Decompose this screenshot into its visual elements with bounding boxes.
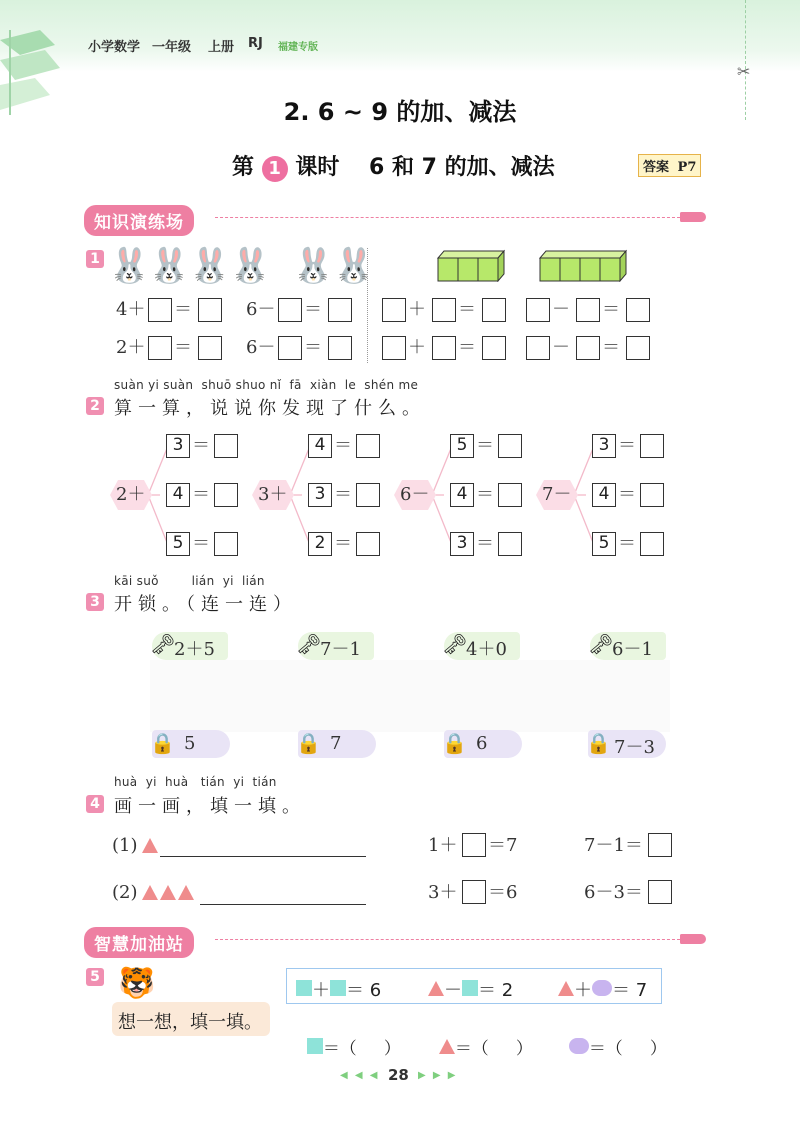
square-icon xyxy=(307,1038,323,1054)
q1-r2-box10[interactable] xyxy=(626,336,650,360)
q2-g1-num1: 3 xyxy=(166,434,190,458)
footer-left-arrows: ◀ ◀ ◀ xyxy=(340,1070,380,1081)
q1-r2-box1[interactable] xyxy=(148,336,172,360)
key-4-label: 6－1 xyxy=(612,639,653,660)
q1-r1-box9[interactable] xyxy=(576,298,600,322)
q1-r2-box4[interactable] xyxy=(328,336,352,360)
q1-r1-box10[interactable] xyxy=(626,298,650,322)
q4-r2-draw-line[interactable] xyxy=(200,904,366,905)
q4-r1-eqb-pre: 7－1＝ xyxy=(584,835,643,856)
q2-g3-ans2[interactable] xyxy=(498,483,522,507)
q4-r1-box-b[interactable] xyxy=(648,833,672,857)
q2-text: 算一算，说说你发现了什么。 xyxy=(114,398,426,419)
triangle-icon xyxy=(160,885,176,900)
q1-r2-op4: ＝ xyxy=(602,337,620,358)
q2-g3-ans1[interactable] xyxy=(498,434,522,458)
lock-1-label: 5 xyxy=(184,733,196,754)
bunny-icon: 🐰 xyxy=(108,246,149,286)
q2-g4-ans2[interactable] xyxy=(640,483,664,507)
square-icon xyxy=(462,980,478,996)
q3-pinyin: kāi suǒ lián yi lián xyxy=(114,574,265,588)
q4-r2-label: (2) xyxy=(112,882,138,903)
q1-r1-eq1: ＝ xyxy=(174,299,192,320)
q5-plus: ＋ xyxy=(312,980,330,1001)
q2-g1-ans2[interactable] xyxy=(214,483,238,507)
q2-g3-eq2: ＝ xyxy=(476,484,494,505)
lock-icon: 🔒 xyxy=(442,731,467,755)
q2-g1-ans3[interactable] xyxy=(214,532,238,556)
q1-r2-box6[interactable] xyxy=(432,336,456,360)
square-icon xyxy=(330,980,346,996)
q5-ans-heart-text: ＝（ ） xyxy=(588,1039,667,1059)
q4-r2-eqa-post: ＝6 xyxy=(488,882,518,903)
q2-g3-eq1: ＝ xyxy=(476,435,494,456)
q2-g1-num3: 5 xyxy=(166,532,190,556)
q2-g1-head: 2＋ xyxy=(116,484,146,505)
q2-g4-eq2: ＝ xyxy=(618,484,636,505)
q1-cubes-b xyxy=(538,248,630,282)
q2-g3-eq3: ＝ xyxy=(476,533,494,554)
q2-g2-ans2[interactable] xyxy=(356,483,380,507)
q1-r2-op3: － xyxy=(552,337,570,358)
pencil-icon xyxy=(680,934,706,944)
q2-g3-num1: 5 xyxy=(450,434,474,458)
header-subject: 小学数学 xyxy=(88,40,141,55)
bunny-icon: 🐰 xyxy=(292,246,333,286)
answer-page: P7 xyxy=(677,160,697,175)
header-edition: RJ xyxy=(248,36,263,51)
q4-r1-eqa-pre: 1＋ xyxy=(428,835,458,856)
answer-badge[interactable] xyxy=(638,154,701,177)
triangle-icon xyxy=(178,885,194,900)
q1-r1-box3[interactable] xyxy=(278,298,302,322)
q2-g1-num2: 4 xyxy=(166,483,190,507)
q1-r1-box4[interactable] xyxy=(328,298,352,322)
scissors-icon: ✂ xyxy=(737,62,751,81)
q2-g4-ans3[interactable] xyxy=(640,532,664,556)
banner-practice: 知识演练场 xyxy=(84,205,194,236)
q1-r1-box6[interactable] xyxy=(432,298,456,322)
bunny-icon: 🐰 xyxy=(229,246,270,286)
q4-r1-triangles xyxy=(142,838,158,857)
q1-r2-box5[interactable] xyxy=(382,336,406,360)
q2-g2-ans1[interactable] xyxy=(356,434,380,458)
key-2-label: 7－1 xyxy=(320,639,361,660)
q3-text: 开锁。（连一连） xyxy=(114,594,297,615)
q5-eq2 xyxy=(428,976,513,1002)
lock-icon: 🔒 xyxy=(150,731,175,755)
q5-minus: － xyxy=(444,980,462,1001)
header-region: 福建专版 xyxy=(278,42,318,53)
q5-eq2-rhs: ＝ 2 xyxy=(478,980,514,1001)
q1-r1-box8[interactable] xyxy=(526,298,550,322)
q4-r1-label: (1) xyxy=(112,835,138,856)
q4-r1-eqa-post: ＝7 xyxy=(488,835,518,856)
q1-r1-eq2: ＝ xyxy=(304,299,322,320)
q4-r2-box-b[interactable] xyxy=(648,880,672,904)
q2-g4-eq1: ＝ xyxy=(618,435,636,456)
q2-g2-num1: 4 xyxy=(308,434,332,458)
q2-g3-head: 6－ xyxy=(400,484,430,505)
q1-r2-eq2: ＝ xyxy=(304,337,322,358)
header-volume: 上册 xyxy=(208,40,235,55)
banner-challenge-dashes xyxy=(215,939,680,940)
q2-g3-ans3[interactable] xyxy=(498,532,522,556)
lesson-name: 6 和 7 的加、减法 xyxy=(369,155,555,180)
q1-r1-op1: ＋ xyxy=(408,299,426,320)
key-icon: 🗝 xyxy=(150,632,176,656)
q1-r2-eq1: ＝ xyxy=(174,337,192,358)
triangle-icon xyxy=(142,885,158,900)
q5-bubble-text: 想一想，填一填。 xyxy=(118,1012,262,1033)
q1-r1-a: 4＋ xyxy=(116,299,146,320)
lesson-suffix: 课时 xyxy=(295,155,340,180)
square-icon xyxy=(296,980,312,996)
q1-r2-box8[interactable] xyxy=(526,336,550,360)
q2-g1-eq1: ＝ xyxy=(192,435,210,456)
q2-g2-eq2: ＝ xyxy=(334,484,352,505)
q1-r2-box2[interactable] xyxy=(198,336,222,360)
q1-r1-box1[interactable] xyxy=(148,298,172,322)
q1-divider xyxy=(367,248,368,363)
q2-g1-ans1[interactable] xyxy=(214,434,238,458)
q4-pinyin: huà yi huà tián yi tián xyxy=(114,775,277,789)
bunny-icon: 🐰 xyxy=(148,246,189,286)
triangle-icon xyxy=(142,838,158,853)
q2-pinyin: suàn yi suàn shuō shuo nǐ fā xiàn le shén me xyxy=(114,378,419,392)
key-icon: 🗝 xyxy=(588,632,614,656)
q2-g4-ans1[interactable] xyxy=(640,434,664,458)
pencil-icon xyxy=(680,212,706,222)
q2-g4-head: 7－ xyxy=(542,484,572,505)
q5-eq1-rhs: ＝ 6 xyxy=(346,980,382,1001)
lock-3-label: 6 xyxy=(476,733,488,754)
q4-r1-draw-line[interactable] xyxy=(160,856,366,857)
q4-r2-triangles xyxy=(142,885,194,904)
q1-r1-op2: ＝ xyxy=(458,299,476,320)
q4-r2-box-a[interactable] xyxy=(462,880,486,904)
q2-g4-num2: 4 xyxy=(592,483,616,507)
page-number: 28 xyxy=(388,1066,409,1084)
section-title: 2. 6 ~ 9 的加、减法 xyxy=(283,98,517,126)
q1-r1-box5[interactable] xyxy=(382,298,406,322)
q5-plus2: ＋ xyxy=(574,980,592,1001)
lesson-title xyxy=(232,150,555,182)
bunny-icon: 🐰 xyxy=(332,246,373,286)
q5-number: 5 xyxy=(86,968,104,986)
banner-challenge: 智慧加油站 xyxy=(84,927,194,958)
q2-g3-num2: 4 xyxy=(450,483,474,507)
q5-ans-triangle[interactable] xyxy=(428,1014,533,1059)
q3-number: 3 xyxy=(86,593,104,611)
q2-g2-num3: 2 xyxy=(308,532,332,556)
answer-label: 答案 xyxy=(643,160,670,175)
q1-bunnies xyxy=(108,246,373,286)
q4-r1-box-a[interactable] xyxy=(462,833,486,857)
lock-icon: 🔒 xyxy=(296,731,321,755)
q2-g3-num3: 3 xyxy=(450,532,474,556)
lesson-prefix: 第 xyxy=(232,155,255,180)
q2-g4-eq3: ＝ xyxy=(618,533,636,554)
q4-text: 画一画，填一填。 xyxy=(114,796,306,817)
q1-cubes-a xyxy=(436,248,506,282)
lock-icon: 🔒 xyxy=(586,731,611,755)
q5-ans-square-text: ＝（ ） xyxy=(322,1039,401,1059)
tiger-icon: 🐯 xyxy=(118,966,156,1001)
q1-r2-op2: ＝ xyxy=(458,337,476,358)
q1-r2-a: 2＋ xyxy=(116,337,146,358)
q1-r1-b: 6－ xyxy=(246,299,276,320)
triangle-icon xyxy=(558,981,574,996)
q5-eq1 xyxy=(296,976,381,1002)
key-icon: 🗝 xyxy=(442,632,468,656)
triangle-icon xyxy=(439,1039,455,1054)
q5-ans-triangle-text: ＝（ ） xyxy=(454,1039,533,1059)
q2-g2-ans3[interactable] xyxy=(356,532,380,556)
q2-g4-num1: 3 xyxy=(592,434,616,458)
q1-r1-op4: ＝ xyxy=(602,299,620,320)
triangle-icon xyxy=(428,981,444,996)
key-1-label: 2＋5 xyxy=(174,639,215,660)
q1-r2-op1: ＋ xyxy=(408,337,426,358)
heart-icon xyxy=(592,980,612,996)
q2-g4-num3: 5 xyxy=(592,532,616,556)
q4-number: 4 xyxy=(86,795,104,813)
q1-r2-box3[interactable] xyxy=(278,336,302,360)
key-3-label: 4＋0 xyxy=(466,639,507,660)
q3-connect-area xyxy=(150,660,670,732)
q5-eq3 xyxy=(558,976,647,1002)
q2-number: 2 xyxy=(86,397,104,415)
banner-practice-dashes xyxy=(215,217,680,218)
lock-2-label: 7 xyxy=(330,733,342,754)
q2-g2-num2: 3 xyxy=(308,483,332,507)
heart-icon xyxy=(569,1038,589,1054)
q2-g2-head: 3＋ xyxy=(258,484,288,505)
q5-ans-heart[interactable] xyxy=(558,1014,667,1059)
q1-r1-box2[interactable] xyxy=(198,298,222,322)
q1-r1-box7[interactable] xyxy=(482,298,506,322)
lock-4-label: 7－3 xyxy=(614,737,655,758)
q1-r2-box7[interactable] xyxy=(482,336,506,360)
q1-r2-b: 6－ xyxy=(246,337,276,358)
q1-r2-box9[interactable] xyxy=(576,336,600,360)
q2-g2-eq1: ＝ xyxy=(334,435,352,456)
header-grade: 一年级 xyxy=(152,40,192,55)
q2-g2-eq3: ＝ xyxy=(334,533,352,554)
q4-r2-eqb-pre: 6－3＝ xyxy=(584,882,643,903)
bunny-icon: 🐰 xyxy=(188,246,230,286)
q1-number: 1 xyxy=(86,250,104,268)
q2-g1-eq3: ＝ xyxy=(192,533,210,554)
footer-right-arrows: ▶ ▶ ▶ xyxy=(418,1070,458,1081)
key-icon: 🗝 xyxy=(296,632,322,656)
q2-g1-eq2: ＝ xyxy=(192,484,210,505)
q1-r1-op3: － xyxy=(552,299,570,320)
q5-eq3-rhs: ＝ 7 xyxy=(612,980,648,1001)
lesson-number-badge: 1 xyxy=(262,156,288,182)
q4-r2-eqa-pre: 3＋ xyxy=(428,882,458,903)
q5-ans-square[interactable] xyxy=(296,1014,401,1059)
